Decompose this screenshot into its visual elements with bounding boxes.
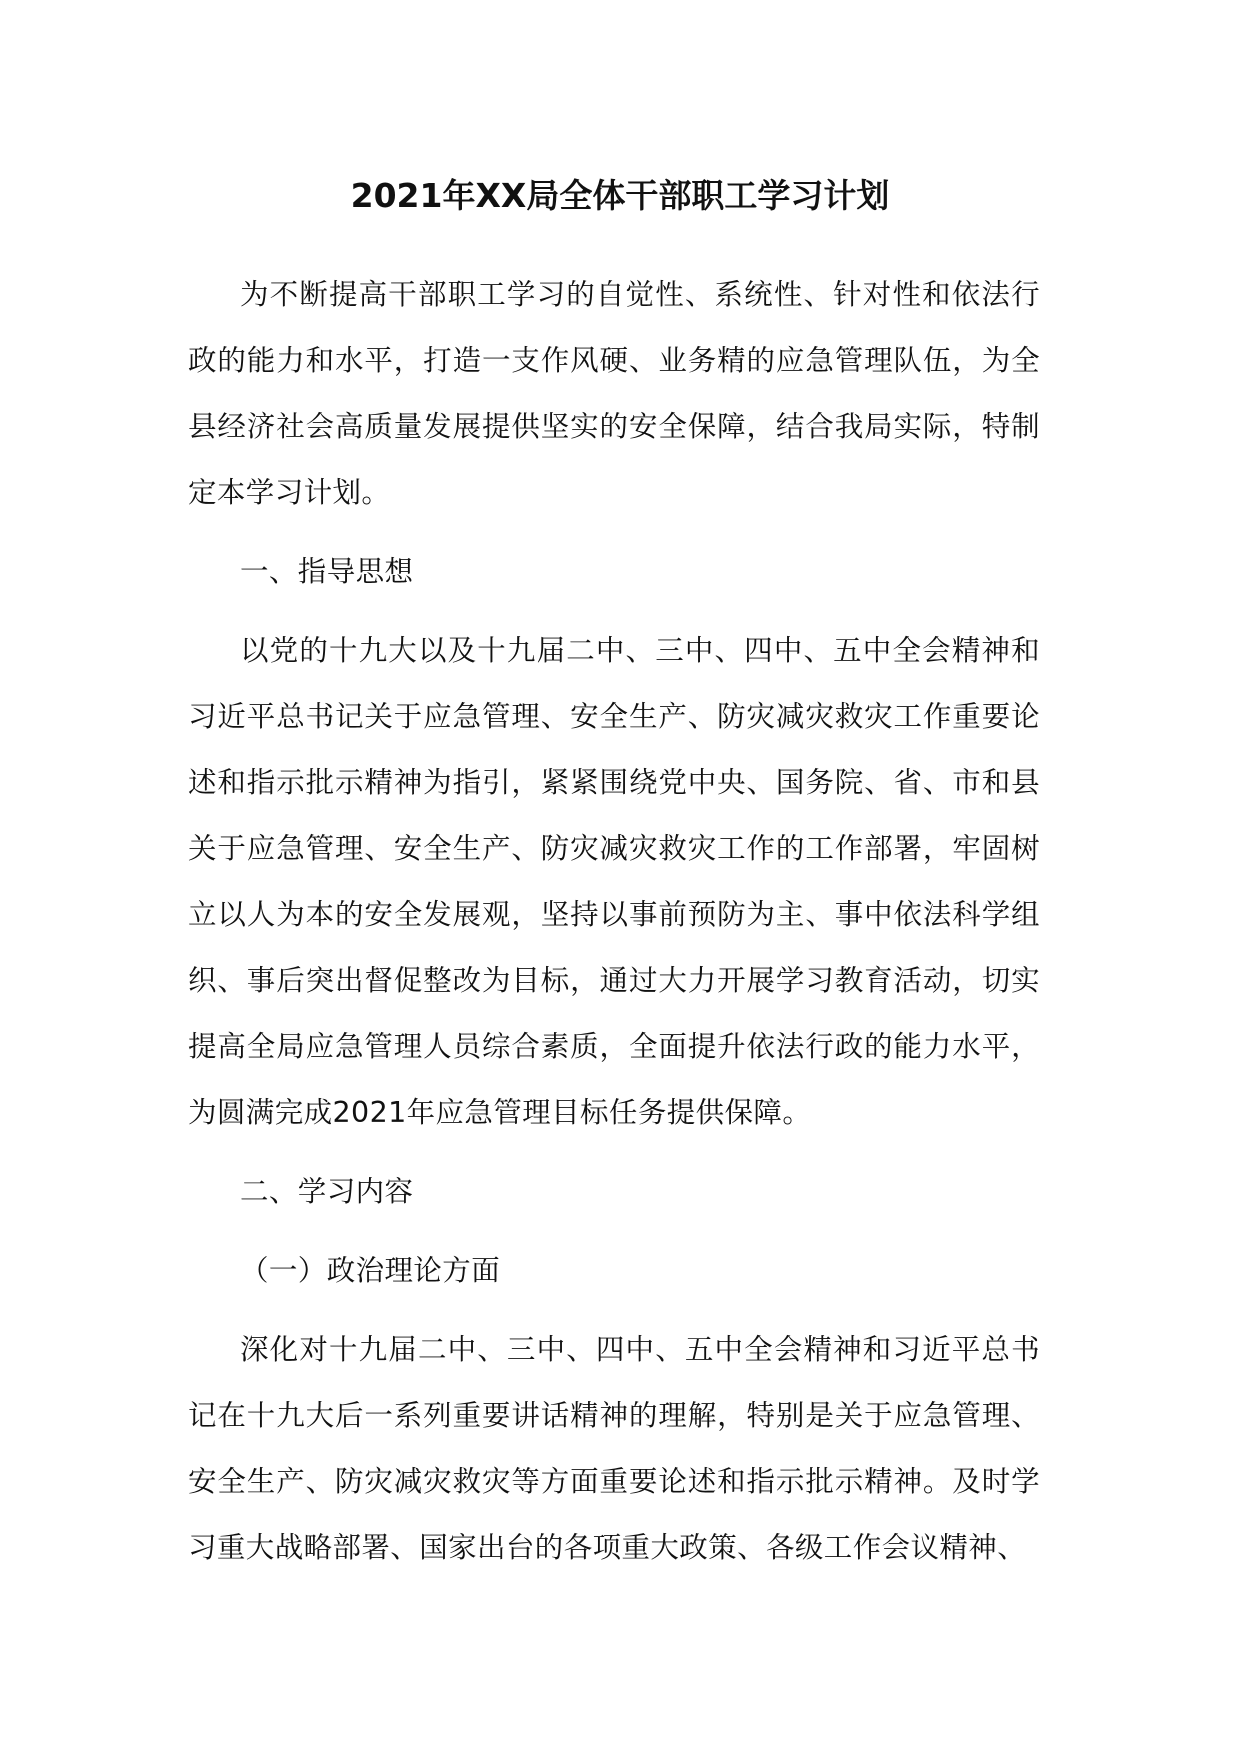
section-heading-guiding-ideology: 一、指导思想 — [240, 555, 414, 588]
guiding-ideology-paragraph: 以党的十九大以及十九届二中、三中、四中、五中全会精神和习近平总书记关于应急管理、安全生产、防灾减灾救灾工作重要论述和指示批示精神为指引，紧紧围绕党中央、国务院、省、市和县关于应急管理、安全生产、防灾减灾救灾工作的工作部署，牢固树立以人为本的安全发展观，坚持以事前预防为主、事中依法科学组织、事后突出督促整改为目标，通过大力开展学习教育活动，切实提高全局应急管理人员综合素质，全面提升依法行政的能力水平，为圆满完成2021年应急管理目标任务提供保障。 — [188, 634, 1040, 1129]
section-heading-study-content: 二、学习内容 — [240, 1175, 414, 1208]
document-body — [188, 262, 1040, 1581]
intro-paragraph: 为不断提高干部职工学习的自觉性、系统性、针对性和依法行政的能力和水平，打造一支作风硬、业务精的应急管理队伍，为全县经济社会高质量发展提供坚实的安全保障，结合我局实际，特制定本学习计划。 — [188, 278, 1040, 509]
document-title: 2021年XX局全体干部职工学习计划 — [350, 176, 890, 215]
subheading-political-theory: （一）政治理论方面 — [240, 1254, 501, 1287]
political-theory-paragraph: 深化对十九届二中、三中、四中、五中全会精神和习近平总书记在十九大后一系列重要讲话精神的理解，特别是关于应急管理、安全生产、防灾减灾救灾等方面重要论述和指示批示精神。及时学习重大战略部署、国家出台的各项重大政策、各级工作会议精神、 — [188, 1333, 1040, 1564]
